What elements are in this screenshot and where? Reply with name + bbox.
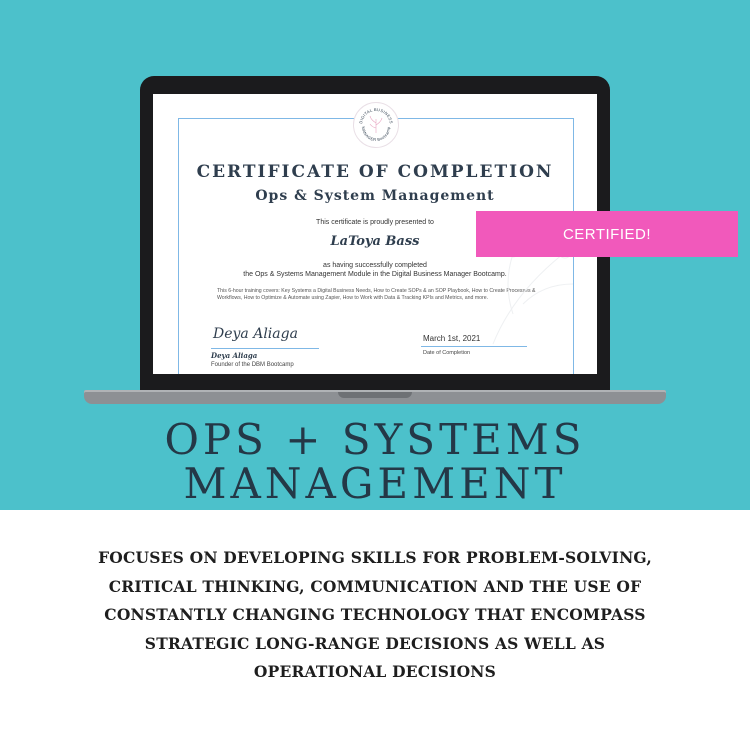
completion-date: March 1st, 2021 [423, 334, 481, 343]
heading-line-1: OPS + SYSTEMS [164, 415, 586, 464]
certificate-presented-text: This certificate is proudly presented to [316, 219, 434, 226]
completed-text: as having successfully completed [323, 262, 427, 269]
signer-name: Deya Aliaga [211, 351, 258, 360]
page-heading [0, 415, 750, 508]
certificate-logo [353, 102, 399, 148]
logo-text-top: DIGITAL BUSINESS [358, 106, 394, 125]
date-line [421, 346, 527, 347]
laptop-notch [338, 392, 412, 398]
certificate-title: CERTIFICATE OF COMPLETION [196, 162, 554, 182]
recipient-name: LaToya Bass [330, 234, 420, 249]
description-line-4: STRATEGIC LONG-RANGE DECISIONS AS WELL AS [144, 633, 606, 653]
description-line-3: CONSTANTLY CHANGING TECHNOLOGY THAT ENCOMPASS [104, 605, 646, 624]
description-line-2: CRITICAL THINKING, COMMUNICATION AND THE USE OF [108, 576, 642, 596]
signer-role: Founder of the DBM Bootcamp [211, 362, 294, 368]
certificate-subtitle: Ops & System Management [255, 188, 495, 204]
description-line-5: OPERATIONAL DECISIONS [253, 662, 497, 681]
training-details: This 6-hour training covers: Key Systems a Digital Business Needs, How to Create SOPs & an SOP Playbook, How to Create Processes & Workflows, How to Optimize & Automate using Zapier, How to Work with Data & Tracking KPIs and Metrics, and more. [217, 288, 536, 301]
module-text: the Ops & Systems Management Module in the Digital Business Manager Bootcamp. [243, 271, 507, 278]
course-description [60, 544, 690, 687]
description-line-1: FOCUSES ON DEVELOPING SKILLS FOR PROBLEM-SOLVING, [98, 548, 652, 567]
logo-text-bottom: MANAGER Bootcamp [360, 126, 392, 143]
signature-line [211, 348, 319, 349]
certified-badge: CERTIFIED! [476, 211, 738, 257]
date-label: Date of Completion [423, 350, 471, 356]
heading-line-2: MANAGEMENT [183, 459, 567, 508]
signature: Deya Aliaga [213, 326, 298, 342]
